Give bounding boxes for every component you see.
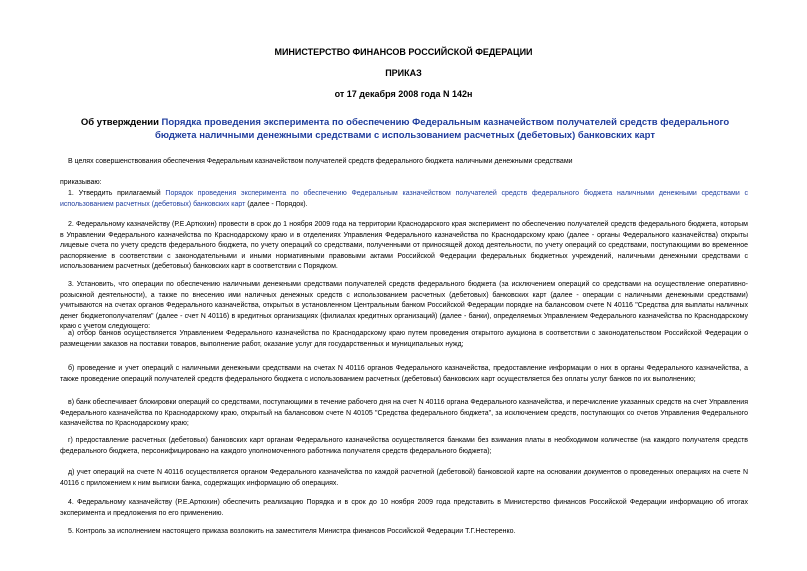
prikazyvayu-label: приказываю: (60, 179, 102, 186)
ministry-heading: МИНИСТЕРСТВО ФИНАНСОВ РОССИЙСКОЙ ФЕДЕРАЦИИ (274, 47, 533, 57)
document-title (60, 116, 750, 142)
order-heading: ПРИКАЗ (385, 68, 422, 78)
p1-order-link[interactable]: Порядок проведения эксперимента по обеспечению Федеральным казначейством получателей средств федерального бюджета наличными денежными средствами с использованием расчетных (дебетовых) банковских карт (60, 190, 748, 208)
paragraph-4: 4. Федеральному казначейству (Р.Е.Артюхин) обеспечить реализацию Порядка и в срок до 10 ноября 2009 года представить в Министерство финансов Российской Федерации информацию об итогах эксперимента и предложения по его применению. (60, 499, 748, 517)
p1-text-before: 1. Утвердить прилагаемый (68, 190, 161, 197)
paragraph-5: 5. Контроль за исполнением настоящего приказа возложить на заместителя Министра финансов Российской Федерации Т.Г.Нестеренко. (68, 528, 516, 535)
subparagraph-v: в) банк обеспечивает блокировки операций со средствами, поступающими в течение рабочего дня на счет N 40116 органа Федерального казначейства, и перечисление указанных средств на счет Управления Федерального казначейства по Краснодарскому краю, открытый на балансовом счете N 40105 "Средства федерального бюджета", за исключением средств, поступающих со счетов Управления Федерального казначейства по Краснодарскому краю; (60, 399, 748, 427)
subparagraph-a: а) отбор банков осуществляется Управлением Федерального казначейства по Краснодарскому краю путем проведения открытого аукциона в соответствии с законодательством Российской Федерации о размещении заказов на поставки товаров, выполнение работ, оказание услуг для государственных и муниципальных нужд; (60, 330, 748, 348)
order-date-number: от 17 декабря 2008 года N 142н (334, 89, 473, 99)
paragraph-1 (60, 189, 748, 210)
title-prefix: Об утверждении (80, 117, 159, 128)
subparagraph-g: г) предоставление расчетных (дебетовых) банковских карт органам Федерального казначейства осуществляется банками без взимания платы в необходимом количестве (на каждого получателя средств федерального бюджета, персонифицировано на каждого уполномоченного работника получателя средств федерального бюджета); (60, 437, 748, 455)
title-link[interactable]: Порядка проведения эксперимента по обеспечению Федеральным казначейством получателей средств федерального бюджета наличными денежными средствами с использованием расчетных (дебетовых) банковских карт (154, 117, 730, 141)
subparagraph-b: б) проведение и учет операций с наличными денежными средствами на счетах N 40116 органов Федерального казначейства, предоставление информации о них в органы Федерального казначейства, а также проведение операций получателей средств федерального бюджета с использованием расчетных (дебетовых) банковских карт осуществляется без оплаты услуг банков по их выполнению; (60, 365, 748, 383)
paragraph-3: 3. Установить, что операции по обеспечению наличными денежными средствами получателей средств федерального бюджета (за исключением операций со средствами на осуществление оперативно-розыскной деятельности), а также по внесению ими наличных денежных средств с использованием расчетных (дебетовых) банковских карт (далее - операции с наличными денежными средствами) учитываются на счетах органов Федерального казначейства, открытых в установленном Центральным банком Российской Федерации порядке на балансовом счете N 40116 "Средства для выплаты наличных денег бюджетополучателям" (далее - счет N 40116) в кредитных организациях (филиалах кредитных организаций) (далее - банки), определяемых Управлением Федерального казначейства по Краснодарскому краю с учетом следующего: (60, 281, 748, 330)
subparagraph-d: д) учет операций на счете N 40116 осуществляется органом Федерального казначейства по каждой расчетной (дебетовой) банковской карте на основании документов о проведенных операциях на счете N 40116 с приложением к ним выписки банка, содержащих информацию об операциях. (60, 469, 748, 487)
p1-text-after: (далее - Порядок). (247, 200, 308, 208)
paragraph-2: 2. Федеральному казначейству (Р.Е.Артюхин) провести в срок до 1 ноября 2009 года на территории Краснодарского края эксперимент по обеспечению получателей средств федерального бюджета, которым в Управлении Федерального казначейства по Краснодарскому краю и в отделениях Управления Федерального казначейства по Краснодарскому краю (далее - органы Федерального казначейства) открыты лицевые счета по учету средств федерального бюджета, по учету операций со средствами, полученными от приносящей доход деятельности, по учету операций со средствами, поступающими во временное распоряжение в соответствии с законодательными и иными нормативными правовыми актами Российской Федерации федеральных бюджетных учреждений, наличными денежными средствами с использованием расчетных (дебетовых) банковских карт в соответствии с Порядком. (60, 221, 748, 270)
intro-paragraph: В целях совершенствования обеспечения Федеральным казначейством получателей средств федерального бюджета наличными денежными средствами (68, 158, 573, 165)
